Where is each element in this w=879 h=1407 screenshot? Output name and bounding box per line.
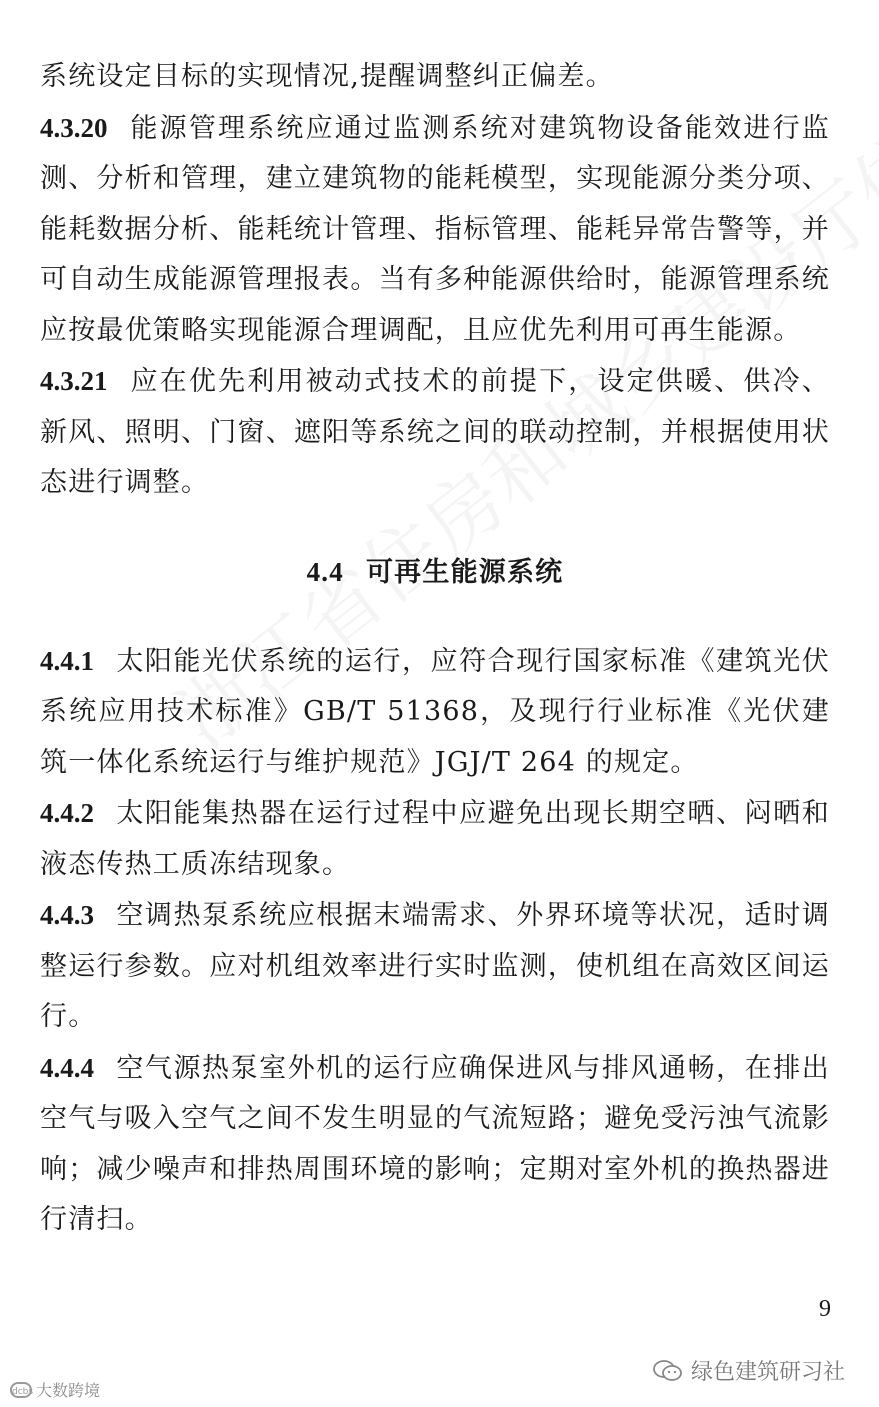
clause-number: 4.4.2 xyxy=(40,798,94,828)
clause-number: 4.3.21 xyxy=(40,366,108,396)
footer-account-name: 绿色建筑研习社 xyxy=(690,1360,845,1385)
footer-source-label: 大数跨境 xyxy=(36,1381,101,1400)
clause-text: 空调热泵系统应根据末端需求、外界环境等状况，适时调整运行参数。应对机组效率进行实时监测，使机组在高效区间运行。 xyxy=(40,900,830,1032)
footer-account[interactable] xyxy=(653,1355,845,1386)
clause-number: 4.4.1 xyxy=(40,645,94,676)
clause-text: 空气源热泵室外机的运行应确保进风与排风通畅，在排出空气与吸入空气之间不发生明显的气流短路；避免受污浊气流影响；减少噪声和排热周围环境的影响；定期对室外机的换热器进行清扫。 xyxy=(40,1052,830,1235)
clause-text: 太阳能集热器在运行过程中应避免出现长期空晒、闷晒和液态传热工质冻结现象。 xyxy=(40,798,830,880)
paragraph-continuation xyxy=(40,52,830,103)
clause-number: 4.3.20 xyxy=(40,112,108,143)
paragraph-text: 系统设定目标的实现情况,提醒调整纠正偏差。 xyxy=(40,61,614,92)
clause-number: 4.4.3 xyxy=(40,900,94,930)
section-title: 可再生能源系统 xyxy=(365,556,564,588)
clause-4-4-2 xyxy=(40,788,830,890)
footer-source-badge xyxy=(10,1378,100,1401)
clause-4-4-3 xyxy=(40,890,830,1043)
clause-text: 太阳能光伏系统的运行，应符合现行国家标准《建筑光伏系统应用技术标准》GB/T 51368，及现行行业标准《光伏建筑一体化系统运行与维护规范》JGJ/T 264 的规定。 xyxy=(40,645,830,778)
document-body xyxy=(40,52,830,1246)
page-number: 9 xyxy=(819,1296,831,1322)
clause-number: 4.4.4 xyxy=(40,1052,94,1083)
clause-4-3-21 xyxy=(40,356,830,509)
dcbs-logo-icon: dcbs xyxy=(10,1382,32,1398)
clause-text: 应在优先利用被动式技术的前提下，设定供暖、供冷、新风、照明、门窗、遮阳等系统之间的联动控制，并根据使用状态进行调整。 xyxy=(40,366,830,498)
clause-4-3-20 xyxy=(40,103,830,357)
clause-4-4-4 xyxy=(40,1043,830,1246)
clause-4-4-1 xyxy=(40,636,830,789)
clause-text: 能源管理系统应通过监测系统对建筑物设备能效进行监测、分析和管理，建立建筑物的能耗模型，实现能源分类分项、能耗数据分析、能耗统计管理、指标管理、能耗异常告警等，并可自动生成能源管理报表。当有多种能源供给时，能源管理系统应按最优策略实现能源合理调配，且应优先利用可再生能源。 xyxy=(40,112,830,346)
wechat-icon xyxy=(653,1359,683,1383)
section-number: 4.4 xyxy=(306,556,344,587)
section-heading xyxy=(40,547,830,598)
